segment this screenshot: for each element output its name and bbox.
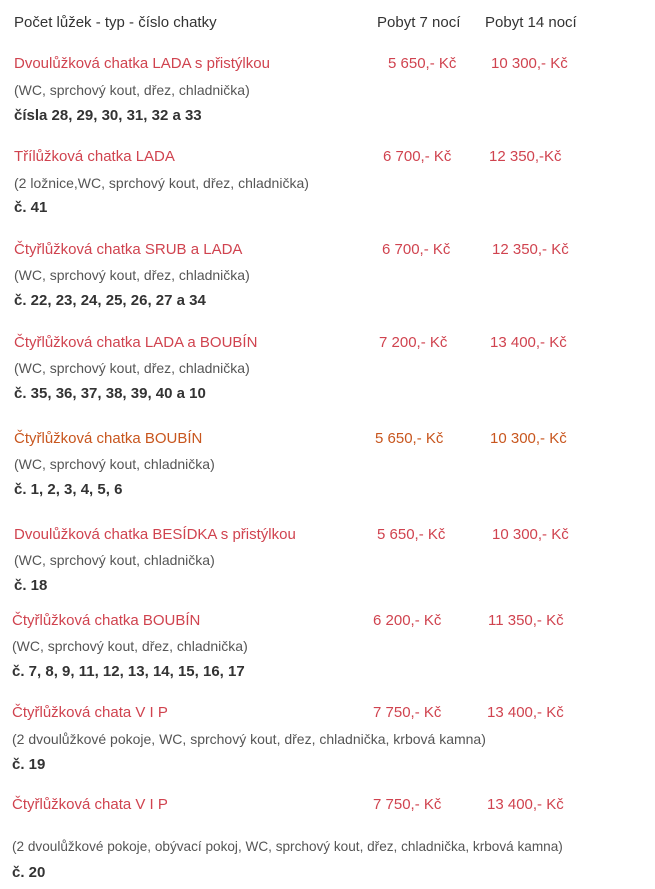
price-14-nights: 10 300,- Kč <box>491 55 568 72</box>
cabin-description: (WC, sprchový kout, dřez, chladnička) <box>14 267 250 283</box>
cabin-numbers: č. 1, 2, 3, 4, 5, 6 <box>14 481 123 498</box>
cabin-name: Čtyřlůžková chatka BOUBÍN <box>14 430 203 447</box>
price-7-nights: 6 700,- Kč <box>382 241 451 258</box>
cabin-numbers: č. 18 <box>14 577 48 594</box>
price-14-nights: 13 400,- Kč <box>487 796 564 813</box>
price-7-nights: 5 650,- Kč <box>388 55 457 72</box>
cabin-description: (WC, sprchový kout, dřez, chladnička) <box>14 360 250 376</box>
cabin-numbers: č. 7, 8, 9, 11, 12, 13, 14, 15, 16, 17 <box>12 663 245 680</box>
header-7-nights: Pobyt 7 nocí <box>377 14 461 31</box>
price-7-nights: 5 650,- Kč <box>375 430 444 447</box>
cabin-description: (2 dvoulůžkové pokoje, obývací pokoj, WC, sprchový kout, dřez, chladnička, krbová kamna) <box>12 839 563 854</box>
price-7-nights: 7 200,- Kč <box>379 334 448 351</box>
cabin-description: (WC, sprchový kout, dřez, chladnička) <box>12 638 248 654</box>
price-14-nights: 11 350,- Kč <box>488 612 564 629</box>
cabin-numbers: č. 35, 36, 37, 38, 39, 40 a 10 <box>14 385 206 402</box>
cabin-name: Třílůžková chatka LADA <box>14 148 175 165</box>
cabin-numbers: čísla 28, 29, 30, 31, 32 a 33 <box>14 107 202 124</box>
cabin-name: Čtyřlůžková chatka SRUB a LADA <box>14 241 243 258</box>
header-14-nights: Pobyt 14 nocí <box>485 14 577 31</box>
header-type: Počet lůžek - typ - číslo chatky <box>14 14 217 31</box>
price-14-nights: 13 400,- Kč <box>487 704 564 721</box>
price-14-nights: 10 300,- Kč <box>492 526 569 543</box>
price-14-nights: 12 350,- Kč <box>492 241 569 258</box>
price-7-nights: 6 700,- Kč <box>383 148 452 165</box>
price-7-nights: 6 200,- Kč <box>373 612 442 629</box>
cabin-name: Dvoulůžková chatka BESÍDKA s přistýlkou <box>14 526 296 543</box>
cabin-name: Dvoulůžková chatka LADA s přistýlkou <box>14 55 270 72</box>
price-14-nights: 10 300,- Kč <box>490 430 567 447</box>
price-14-nights: 13 400,- Kč <box>490 334 567 351</box>
cabin-name: Čtyřlůžková chatka LADA a BOUBÍN <box>14 334 258 351</box>
cabin-name: Čtyřlůžková chatka BOUBÍN <box>12 612 201 629</box>
price-14-nights: 12 350,-Kč <box>489 148 562 165</box>
cabin-name: Čtyřlůžková chata V I P <box>12 796 168 813</box>
cabin-description: (2 ložnice,WC, sprchový kout, dřez, chladnička) <box>14 175 309 191</box>
cabin-description: (WC, sprchový kout, chladnička) <box>14 552 215 568</box>
price-7-nights: 5 650,- Kč <box>377 526 446 543</box>
cabin-name: Čtyřlůžková chata V I P <box>12 704 168 721</box>
price-7-nights: 7 750,- Kč <box>373 796 442 813</box>
cabin-description: (WC, sprchový kout, chladnička) <box>14 456 215 472</box>
cabin-numbers: č. 20 <box>12 864 46 881</box>
cabin-numbers: č. 19 <box>12 756 46 773</box>
cabin-description: (2 dvoulůžkové pokoje, WC, sprchový kout, dřez, chladnička, krbová kamna) <box>12 731 486 747</box>
cabin-description: (WC, sprchový kout, dřez, chladnička) <box>14 82 250 98</box>
price-7-nights: 7 750,- Kč <box>373 704 442 721</box>
cabin-numbers: č. 22, 23, 24, 25, 26, 27 a 34 <box>14 292 206 309</box>
cabin-numbers: č. 41 <box>14 199 48 216</box>
